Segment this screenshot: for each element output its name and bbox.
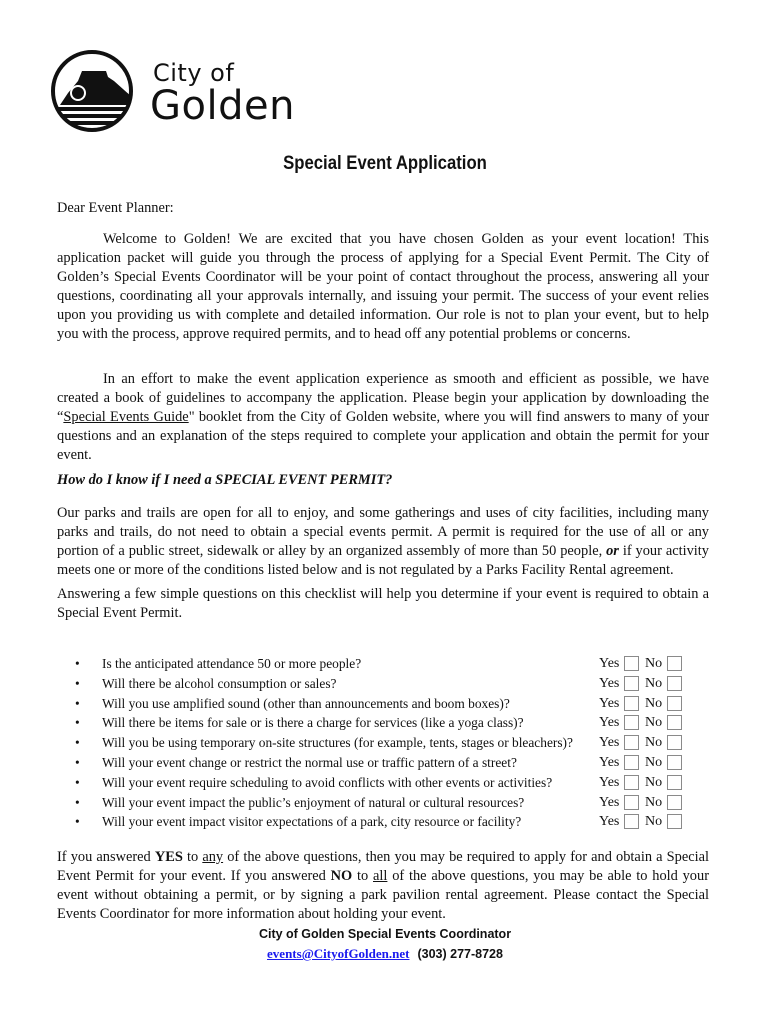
no-label: No <box>645 814 663 830</box>
conclusion-text-3: of the above questions, then you may be required to apply for and obtain a Special Event Permit for your event. If you answered <box>57 849 709 884</box>
logo-city-text: City of <box>153 59 235 87</box>
checklist-item <box>75 812 695 832</box>
bullet-icon: • <box>75 735 80 751</box>
guidelines-paragraph <box>57 370 709 465</box>
footer-title: City of Golden Special Events Coordinator <box>258 927 512 941</box>
permit-requirement-paragraph <box>57 504 709 580</box>
no-checkbox[interactable] <box>667 715 682 730</box>
yes-label: Yes <box>599 774 620 790</box>
yes-label: Yes <box>599 675 620 691</box>
yes-checkbox[interactable] <box>624 795 639 810</box>
no-label: No <box>645 695 663 711</box>
checklist-item <box>75 793 695 813</box>
conclusion-text-5: of the above questions, you may be able to hold your event without obtaining a permit, or by signing a park pavilion rental agreement. Please contact the Special Events Coordinator for more information about holding your event. <box>57 868 709 922</box>
checklist-question: Will there be alcohol consumption or sales? <box>102 675 337 691</box>
no-label: No <box>645 735 663 751</box>
no-checkbox[interactable] <box>667 735 682 750</box>
yes-checkbox[interactable] <box>624 696 639 711</box>
checklist-item <box>75 654 695 674</box>
checklist-item <box>75 773 695 793</box>
checklist-question: Will your event change or restrict the normal use or traffic pattern of a street? <box>102 754 517 770</box>
special-events-guide-link[interactable]: Special Events Guide <box>63 409 189 425</box>
yes-checkbox[interactable] <box>624 735 639 750</box>
checklist-question: Will you use amplified sound (other than announcements and boom boxes)? <box>102 695 510 711</box>
checklist-question: Will there be items for sale or is there a charge for services (like a yoga class)? <box>102 715 524 731</box>
question-heading: How do I know if I need a SPECIAL EVENT PERMIT? <box>57 472 393 488</box>
checklist-intro: Answering a few simple questions on this checklist will help you determine if your event is required to obtain a Special Event Permit. <box>57 586 709 621</box>
guidelines-text-after: " booklet from the City of Golden website, where you will find answers to many of your questions and an explanation of the steps required to complete your application and obtain the permit for your event. <box>57 409 709 463</box>
yes-checkbox[interactable] <box>624 715 639 730</box>
checklist-item <box>75 753 695 773</box>
yes-label: Yes <box>599 695 620 711</box>
no-checkbox[interactable] <box>667 755 682 770</box>
checklist-item <box>75 713 695 733</box>
no-label: No <box>645 656 663 671</box>
conclusion-all: all <box>373 868 388 884</box>
yes-checkbox[interactable] <box>624 676 639 691</box>
no-checkbox[interactable] <box>667 775 682 790</box>
permit-text-emphasis: or <box>606 543 619 559</box>
bullet-icon: • <box>75 794 80 810</box>
conclusion-paragraph <box>57 848 709 924</box>
yes-label: Yes <box>599 735 620 751</box>
yes-label: Yes <box>599 715 620 731</box>
yes-label: Yes <box>599 656 620 671</box>
email-link[interactable]: events@CityofGolden.net <box>267 946 410 961</box>
intro-paragraph: Welcome to Golden! We are excited that you have chosen Golden as your event location! This application packet will guide you through the process of applying for a Special Event Permit. The City of Golden’s Special Events Coordinator will be your point of contact throughout the process, answering all your questions, coordinating all your approvals internally, and issuing your permit. The success of your event relies upon you providing us with complete and detailed information. Our role is not to plan your event, but to help you with the process, approve required permits, and to head off any potential problems or concerns. <box>57 231 709 342</box>
conclusion-text-2: to <box>182 849 203 865</box>
bullet-icon: • <box>75 754 80 770</box>
checklist-item <box>75 694 695 714</box>
yes-checkbox[interactable] <box>624 814 639 829</box>
conclusion-no: NO <box>330 868 353 884</box>
yes-checkbox[interactable] <box>624 775 639 790</box>
bullet-icon: • <box>75 675 80 691</box>
footer-contact <box>0 946 770 962</box>
bullet-icon: • <box>75 814 80 830</box>
checklist-question: Will you be using temporary on-site structures (for example, tents, stages or bleachers)? <box>102 735 573 751</box>
checklist-question: Is the anticipated attendance 50 or more people? <box>102 656 362 671</box>
no-checkbox[interactable] <box>667 795 682 810</box>
conclusion-text-4: to <box>352 868 374 884</box>
no-checkbox[interactable] <box>667 676 682 691</box>
no-label: No <box>645 754 663 770</box>
yes-checkbox[interactable] <box>624 755 639 770</box>
city-logo <box>50 45 295 135</box>
logo-golden-text: Golden <box>150 83 295 129</box>
conclusion-yes: YES <box>154 849 183 865</box>
city-seal-icon <box>50 45 142 137</box>
guidelines-text-before: In an effort to make the event application experience as smooth and efficient as possible, we have created a book of guidelines to accompany the application. Please begin your application by downloading the “ <box>57 371 709 425</box>
conclusion-any: any <box>202 849 224 865</box>
checklist-question: Will your event impact the public’s enjoyment of natural or cultural resources? <box>102 794 525 810</box>
bullet-icon: • <box>75 656 80 671</box>
conclusion-text-1: If you answered <box>57 849 155 865</box>
permit-text-after: if your activity meets one or more of the conditions listed below and is not regulated by a Parks Facility Rental agreement. <box>57 543 709 578</box>
no-checkbox[interactable] <box>667 656 682 671</box>
no-label: No <box>645 794 663 810</box>
bullet-icon: • <box>75 695 80 711</box>
bullet-icon: • <box>75 774 80 790</box>
yes-label: Yes <box>599 814 620 830</box>
checklist-item <box>75 674 695 694</box>
no-label: No <box>645 774 663 790</box>
no-label: No <box>645 675 663 691</box>
permit-checklist <box>75 654 695 832</box>
yes-label: Yes <box>599 794 620 810</box>
bullet-icon: • <box>75 715 80 731</box>
salutation: Dear Event Planner: <box>57 200 174 216</box>
page-title: Special Event Application <box>283 153 487 174</box>
checklist-question: Will your event impact visitor expectations of a park, city resource or facility? <box>102 814 522 830</box>
checklist-item <box>75 733 695 753</box>
checklist-question: Will your event require scheduling to avoid conflicts with other events or activities? <box>102 774 553 790</box>
yes-checkbox[interactable] <box>624 656 639 671</box>
no-checkbox[interactable] <box>667 814 682 829</box>
no-checkbox[interactable] <box>667 696 682 711</box>
yes-label: Yes <box>599 754 620 770</box>
no-label: No <box>645 715 663 731</box>
permit-text-before: Our parks and trails are open for all to enjoy, and some gatherings and uses of city facilities, including many parks and trails, do not need to obtain a special events permit. A permit is required for the use of all or any portion of a public street, sidewalk or alley by an organized assembly of more than 50 people, <box>57 505 709 559</box>
phone-number: (303) 277-8728 <box>417 947 503 961</box>
